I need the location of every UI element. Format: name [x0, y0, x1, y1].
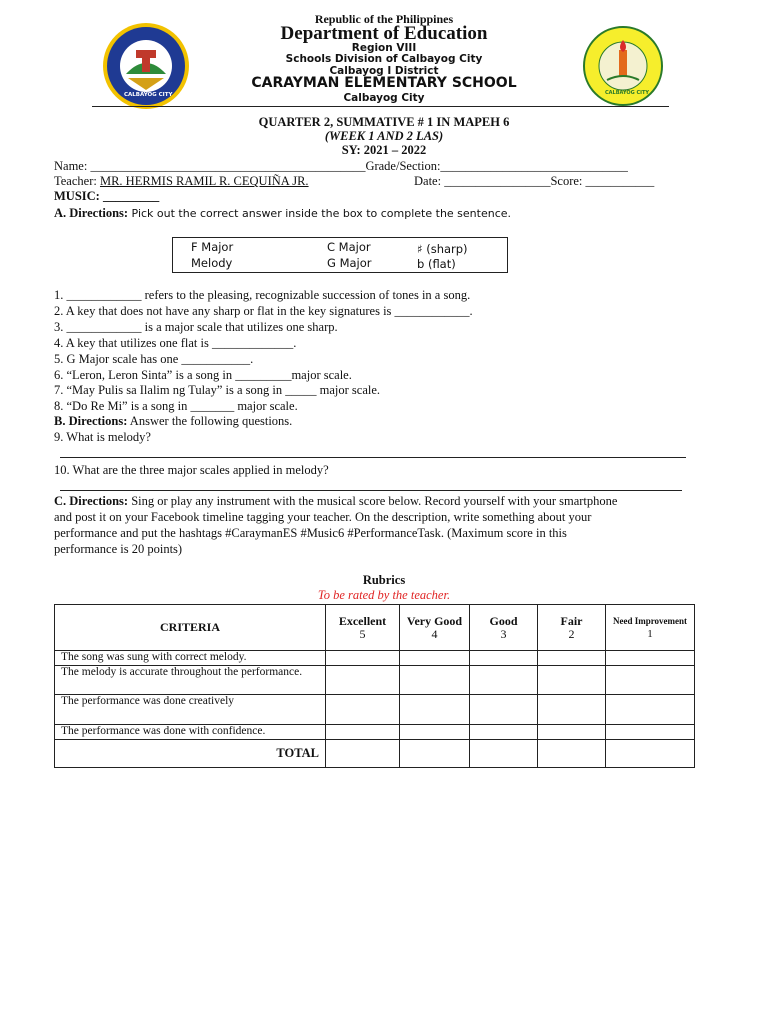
school-year: SY: 2021 – 2022 [341, 143, 427, 157]
header-excellent-score: 5 [359, 626, 366, 641]
score-cell[interactable] [470, 725, 538, 740]
item-2: 2. A key that does not have any sharp or flat in the key signatures is ____________. [54, 304, 473, 318]
item-5: 5. G Major scale has one ___________. [54, 352, 254, 366]
section-a-text: Pick out the correct answer inside the box to complete the sentence. [128, 207, 512, 220]
header-excellent-label: Excellent [338, 613, 387, 628]
school-name: CARAYMAN ELEMENTARY SCHOOL [251, 75, 517, 91]
school-logo-text: CALBAYOG CITY [605, 90, 650, 96]
score-cell[interactable] [606, 651, 695, 666]
score-cell[interactable] [606, 725, 695, 740]
division-logo-text: CALBAYOG CITY [124, 92, 173, 98]
rubrics-header-row [55, 605, 695, 651]
choice-f-major: F Major [191, 240, 234, 254]
score-cell[interactable] [400, 651, 470, 666]
header-fair-label: Fair [560, 613, 583, 628]
score-cell[interactable] [470, 666, 538, 695]
total-cell[interactable] [606, 740, 695, 768]
item-6: 6. “Leron, Leron Sinta” is a song in _________major scale. [54, 368, 352, 382]
choice-c-major: C Major [327, 240, 371, 254]
header-very-good-label: Very Good [406, 613, 463, 628]
city-text: Calbayog City [343, 92, 425, 104]
header-very-good-score: 4 [431, 626, 438, 641]
region-text: Region VIII [351, 42, 417, 54]
rubric-row [55, 725, 695, 740]
rubrics-title: Rubrics [362, 573, 406, 587]
department-title: Department of Education [280, 23, 488, 44]
item-7: 7. “May Pulis sa Ilalim ng Tulay” is a song in _____ major scale. [54, 383, 381, 397]
total-row [55, 740, 695, 768]
header-very-good [400, 605, 470, 651]
rubric-row [55, 695, 695, 725]
answer-line-10[interactable] [60, 490, 682, 491]
music-label: MUSIC: _________ [54, 189, 160, 203]
section-c-label: C. Directions: [54, 494, 129, 508]
total-cell[interactable] [538, 740, 606, 768]
header-fair-score: 2 [568, 626, 575, 641]
section-b-directions [54, 413, 292, 429]
header-divider [92, 106, 669, 107]
rubric-row [55, 651, 695, 666]
score-cell[interactable] [606, 695, 695, 725]
choice-g-major: G Major [327, 256, 372, 270]
week-title: (WEEK 1 AND 2 LAS) [324, 129, 444, 143]
rubrics-table [54, 604, 695, 768]
choice-flat: b (flat) [417, 257, 456, 271]
rubric-row [55, 666, 695, 695]
score-cell[interactable] [326, 725, 400, 740]
criteria-cell: The song was sung with correct melody. [55, 651, 326, 666]
header-need-improvement [606, 605, 695, 651]
total-cell[interactable] [470, 740, 538, 768]
score-cell[interactable] [538, 666, 606, 695]
section-a-directions [54, 205, 511, 222]
score-cell[interactable] [538, 651, 606, 666]
header-need-improvement-score: 1 [647, 627, 653, 640]
score-cell[interactable] [538, 725, 606, 740]
criteria-cell: The melody is accurate throughout the performance. [55, 666, 326, 695]
date-score-field[interactable]: Date: _________________Score: ___________ [414, 174, 655, 188]
question-9: 9. What is melody? [54, 430, 151, 444]
header-need-improvement-label: Need Improvement [612, 615, 688, 626]
score-cell[interactable] [326, 695, 400, 725]
header-good [470, 605, 538, 651]
header-good-score: 3 [500, 626, 507, 641]
score-cell[interactable] [470, 651, 538, 666]
choice-melody: Melody [191, 256, 233, 270]
total-cell[interactable] [400, 740, 470, 768]
criteria-cell: The performance was done creatively [55, 695, 326, 725]
section-c-text-1: Sing or play any instrument with the musical score below. Record yourself with your smartphone [128, 494, 618, 508]
score-cell[interactable] [400, 725, 470, 740]
header-excellent [326, 605, 400, 651]
division-text: Schools Division of Calbayog City [285, 53, 483, 65]
header-criteria: CRITERIA [55, 605, 326, 651]
district-text: Calbayog I District [329, 65, 439, 77]
choice-sharp: ♯ (sharp) [417, 242, 468, 256]
teacher-field [54, 173, 309, 189]
section-c-line-2: and post it on your Facebook timeline tagging your teacher. On the description, write something about your [54, 510, 592, 524]
score-cell[interactable] [606, 666, 695, 695]
score-cell[interactable] [326, 651, 400, 666]
item-1: 1. ____________ refers to the pleasing, recognizable succession of tones in a song. [54, 288, 471, 302]
score-cell[interactable] [470, 695, 538, 725]
section-b-label: B. Directions: [54, 414, 128, 428]
score-cell[interactable] [538, 695, 606, 725]
header-good-label: Good [489, 613, 518, 628]
score-cell[interactable] [326, 666, 400, 695]
republic-text: Republic of the Philippines [314, 12, 454, 26]
section-b-text: Answer the following questions. [127, 414, 293, 428]
score-cell[interactable] [400, 666, 470, 695]
quarter-title: QUARTER 2, SUMMATIVE # 1 IN MAPEH 6 [258, 115, 510, 129]
answer-line-9[interactable] [60, 457, 686, 458]
total-label: TOTAL [55, 740, 326, 768]
section-c-line-1 [54, 493, 617, 509]
teacher-label: Teacher: [54, 174, 100, 188]
criteria-cell: The performance was done with confidence. [55, 725, 326, 740]
section-a-label: A. Directions: [54, 206, 129, 220]
item-4: 4. A key that utilizes one flat is _____________. [54, 336, 297, 350]
total-cell[interactable] [326, 740, 400, 768]
rubrics-subtitle: To be rated by the teacher. [317, 588, 451, 602]
header-fair [538, 605, 606, 651]
question-10: 10. What are the three major scales applied in melody? [54, 463, 329, 477]
answer-choices-box [172, 237, 508, 273]
teacher-name: MR. HERMIS RAMIL R. CEQUIÑA JR. [99, 174, 309, 188]
item-3: 3. ____________ is a major scale that utilizes one sharp. [54, 320, 338, 334]
score-cell[interactable] [400, 695, 470, 725]
name-field[interactable]: Name: ____________________________________________Grade/Section:______________________________ [54, 159, 628, 173]
section-c-line-3: performance and put the hashtags #CaraymanES #Music6 #PerformanceTask. (Maximum score in this [54, 526, 567, 540]
item-8: 8. “Do Re Mi” is a song in _______ major scale. [54, 399, 298, 413]
section-c-line-4: performance is 20 points) [54, 542, 183, 556]
